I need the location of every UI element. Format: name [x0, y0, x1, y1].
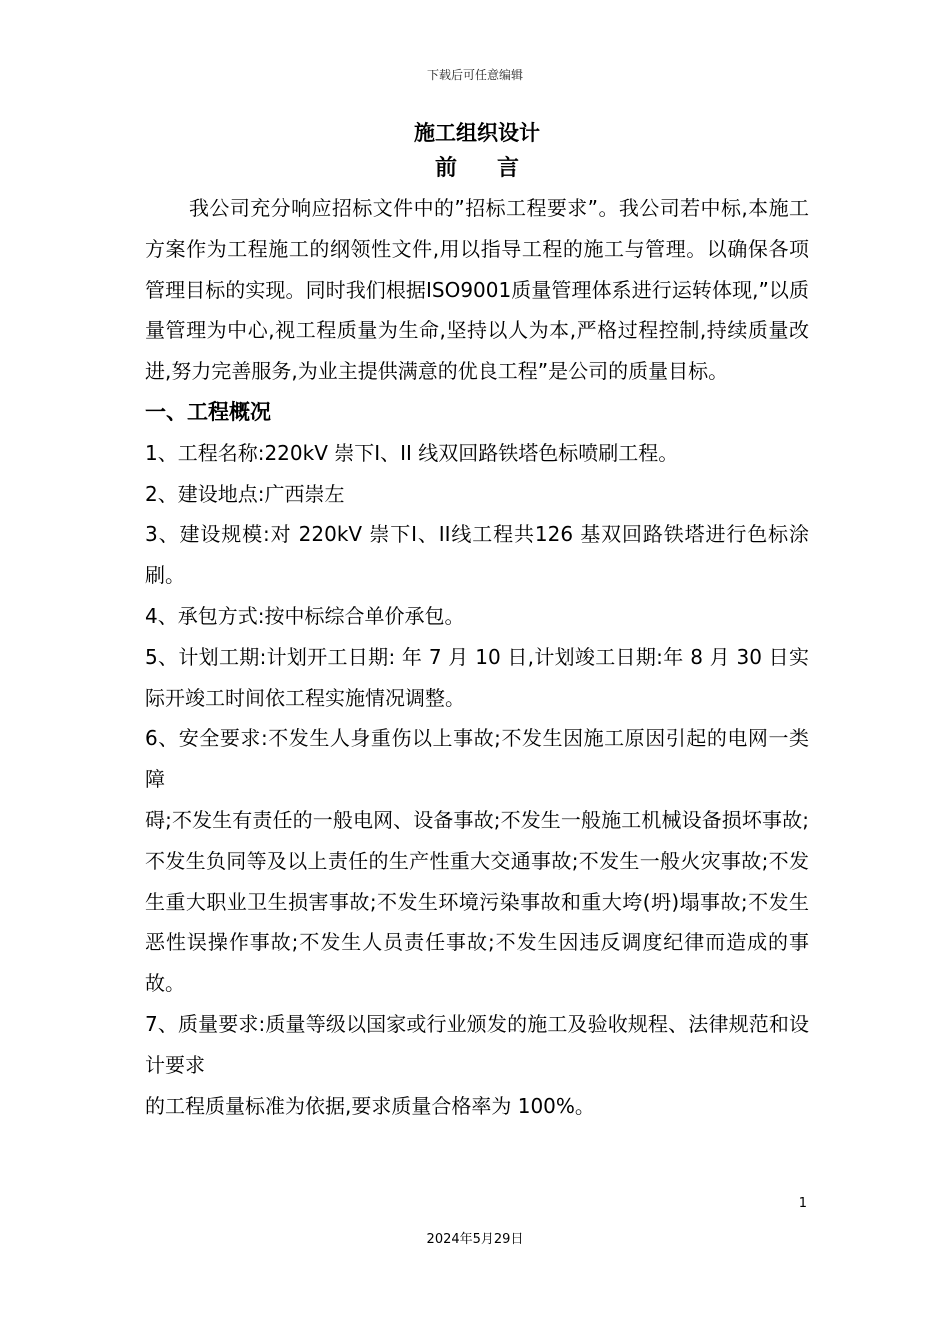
page-number: 1 — [798, 1196, 807, 1211]
item-quality-requirements-continued: 的工程质量标准为依据,要求质量合格率为 100%。 — [145, 1093, 595, 1118]
item-location: 2、建设地点:广西崇左 — [145, 481, 345, 506]
footer-date: 2024年5月29日 — [426, 1232, 524, 1247]
section-heading-project-overview: 一、工程概况 — [145, 399, 271, 424]
item-contract-mode: 4、承包方式:按中标综合单价承包。 — [145, 603, 465, 628]
header-note: 下载后可任意编辑 — [426, 68, 523, 82]
document-body — [145, 116, 809, 1126]
item-safety-requirements-continued: 碍;不发生有责任的一般电网、设备事故;不发生一般施工机械设备损坏事故;不发生负同等及以上责任的生产性重大交通事故;不发生一般火灾事故;不发生重大职业卫生损害事故;不发生环境污染事故和重大垮(坍)塌事故;不发生恶性误操作事故;不发生人员责任事故;不发生因违反调度纪律而造成的事故。 — [145, 807, 809, 996]
item-project-name: 1、工程名称:220kV 崇下I、II 线双回路铁塔色标喷刷工程。 — [145, 440, 679, 465]
preface-heading: 前言 — [434, 156, 559, 181]
document-title: 施工组织设计 — [414, 121, 540, 145]
item-safety-requirements: 6、安全要求:不发生人身重伤以上事故;不发生因施工原因引起的电网一类障 — [145, 726, 809, 792]
preface-paragraph: 我公司充分响应招标文件中的”招标工程要求”。我公司若中标,本施工方案作为工程施工的纲领性文件,用以指导工程的施工与管理。以确保各项管理目标的实现。同时我们根据ISO9001质量管理体系进行运转体现,”以质量管理为中心,视工程质量为生命,坚持以人为本,严格过程控制,持续质量改进,努力完善服务,为业主提供满意的优良工程”是公司的质量目标。 — [145, 196, 809, 384]
item-quality-requirements: 7、质量要求:质量等级以国家或行业颁发的施工及验收规程、法律规范和设计要求 — [145, 1011, 809, 1077]
item-scale: 3、建设规模:对 220kV 崇下I、II线工程共126 基双回路铁塔进行色标涂刷。 — [145, 522, 809, 588]
item-schedule: 5、计划工期:计划开工日期: 年 7 月 10 日,计划竣工日期:年 8 月 30 日实际开竣工时间依工程实施情况调整。 — [145, 644, 809, 710]
